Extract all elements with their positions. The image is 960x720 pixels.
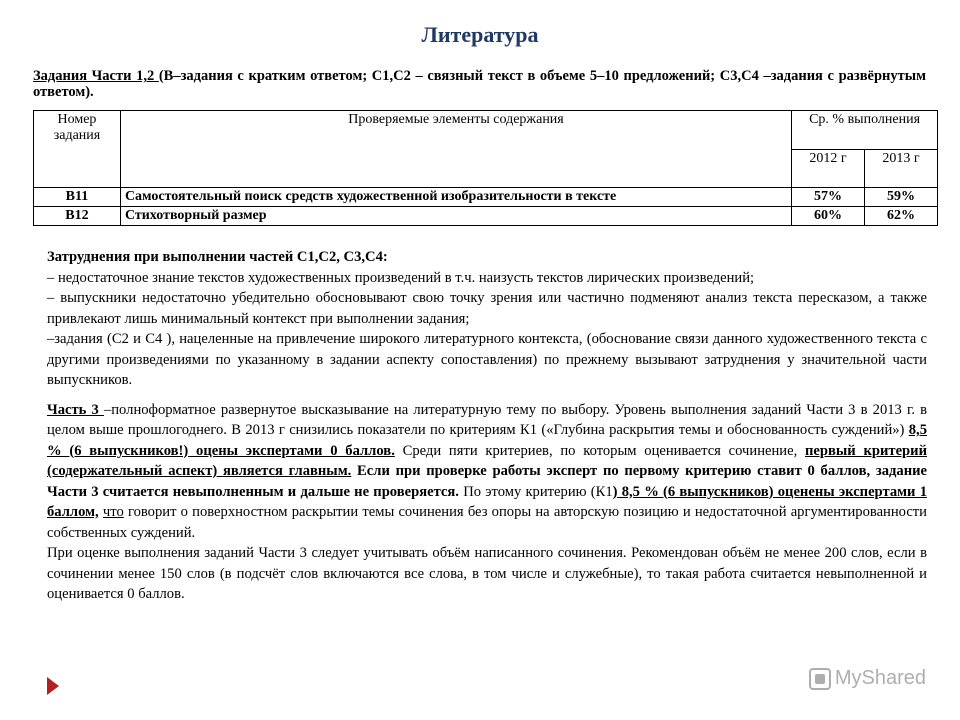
part3-text: По этому критерию (К1 bbox=[458, 483, 613, 500]
results-table bbox=[33, 110, 938, 226]
part3-emphasis: ) 8,5 % (6 выпускников) оценены экспертами 1 баллом, bbox=[47, 483, 927, 520]
row-num: В12 bbox=[34, 207, 121, 226]
difficulty-item: –задания (С2 и С4 ), нацеленные на привлечение широкого литературного контекста, (обоснование связи данного художественного текста с другими произведениями по указанному в задании аспекту сопоставления) по прежнему вызывают затруднения у значительной части выпускников. bbox=[47, 331, 927, 388]
header-num: Номер задания bbox=[34, 111, 121, 188]
row-num: В11 bbox=[34, 188, 121, 207]
row-2012: 60% bbox=[792, 207, 865, 226]
row-2013: 59% bbox=[865, 188, 938, 207]
part3-text: –полноформатное развернутое высказывание на литературную тему по выбору. Уровень выполнения заданий Части 3 в 2013 г. в целом выше прошлогоднего. В 2013 г снизились показатели по критериям К1 («Глубина раскрытия темы и обоснованность суждений») bbox=[47, 401, 927, 438]
watermark-text: MyShared bbox=[834, 667, 926, 689]
intro-rest: (В–задания с кратким ответом; С1,С2 – связный текст в объеме 5–10 предложений; С3,С4 –задания с развёрнутым ответом). bbox=[33, 68, 926, 100]
page-title: Литература bbox=[421, 22, 539, 47]
header-percent: Ср. % выполнения bbox=[792, 111, 938, 150]
slide-arrow-icon bbox=[47, 677, 59, 695]
body-text bbox=[47, 247, 927, 605]
header-year-2013: 2013 г bbox=[865, 149, 938, 188]
part3-text: Среди пяти критериев, по которым оценивается сочинение, bbox=[394, 442, 806, 459]
table-row bbox=[34, 188, 938, 207]
row-2012: 57% bbox=[792, 188, 865, 207]
part3-emphasis: 8,5 % (6 выпускников!) оцены экспертами 0 баллов. bbox=[47, 422, 927, 459]
part3-emphasis: первый критерий (содержательный аспект) является главным. bbox=[47, 442, 927, 479]
row-element: Самостоятельный поиск средств художественной изобразительности в тексте bbox=[120, 188, 791, 207]
row-element: Стихотворный размер bbox=[120, 207, 791, 226]
watermark-logo-icon bbox=[809, 668, 831, 690]
difficulty-item: – выпускники недостаточно убедительно обосновывают свою точку зрения или частично подменяют анализ текста пересказом, а также привлекают лишь минимальный контекст при выполнении задания; bbox=[47, 290, 927, 327]
difficulties-heading: Затруднения при выполнении частей С1,С2, С3,С4: bbox=[47, 249, 388, 265]
part3-bold: Если при проверке работы эксперт по первому критерию ставит 0 баллов, задание Части 3 считается невыполненным и дальше не проверяется. bbox=[47, 463, 927, 500]
watermark bbox=[809, 667, 926, 690]
part3-paragraph bbox=[47, 400, 927, 544]
intro-paragraph bbox=[33, 68, 926, 100]
header-year-2012: 2012 г bbox=[792, 149, 865, 188]
header-elements: Проверяемые элементы содержания bbox=[120, 111, 791, 188]
part3-text: говорит о поверхностном раскрытии темы сочинения без опоры на авторскую позицию и недостаточной аргументированности собственных суждений. bbox=[47, 504, 927, 541]
table-header-row bbox=[34, 111, 938, 150]
table-row bbox=[34, 207, 938, 226]
part3-label: Часть 3 bbox=[47, 401, 104, 418]
row-2013: 62% bbox=[865, 207, 938, 226]
final-paragraph: При оценке выполнения заданий Части 3 следует учитывать объём написанного сочинения. Рекомендован объём не менее 200 слов, если в сочинении менее 150 слов (в подсчёт слов включаются все слова, в том числе и служебные), то такая работа считается невыполненной и оценивается 0 баллов. bbox=[47, 545, 927, 602]
intro-lead: Задания Части 1,2 bbox=[33, 68, 159, 84]
difficulty-item: – недостаточное знание текстов художественных произведений в т.ч. наизусть текстов лирических произведений; bbox=[47, 269, 755, 286]
part3-underline: что bbox=[102, 504, 124, 520]
